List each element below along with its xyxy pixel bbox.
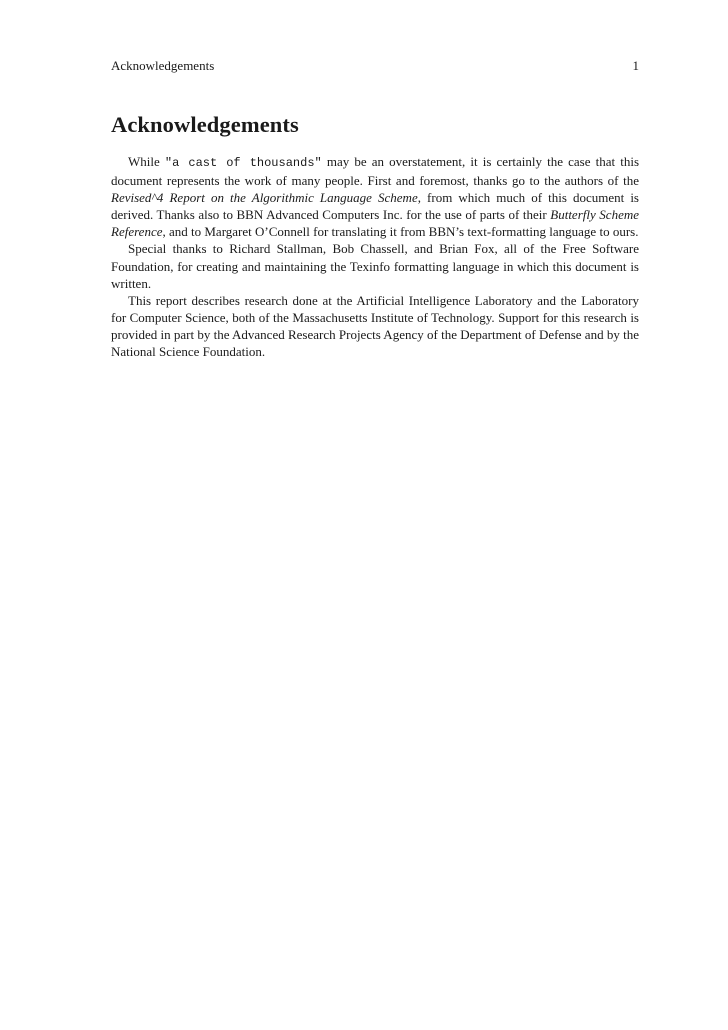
running-header (111, 58, 639, 74)
chapter-title: Acknowledgements (111, 112, 299, 137)
cited-title-butterfly-reference: Butterfly Scheme Reference (111, 207, 639, 240)
running-title: Acknowledgements (111, 58, 215, 73)
paragraph-thanks-authors (111, 153, 639, 240)
paragraph-special-thanks: Special thanks to Richard Stallman, Bob Chassell, and Brian Fox, all of the Free Software Foundation, for creating and maintaining the Texinfo formatting language in which this document is written. (111, 241, 639, 291)
text-segment: may be an overstatement, it is certainly the case that this document represents the work of many people. First and foremost, thanks go to the authors of the (111, 154, 639, 189)
text-segment: , and to Margaret O’Connell for translating it from BBN’s text-formatting language to ours. (162, 224, 639, 240)
quoted-phrase: "a cast of thousands" (164, 156, 322, 170)
page-number: 1 (632, 58, 639, 73)
paragraph-research-support: This report describes research done at the Artificial Intelligence Laboratory and the Laboratory for Computer Science, both of the Massachusetts Institute of Technology. Support for this research is provided in part by the Advanced Research Projects Agency of the Department of Defense and by the National Science Foundation. (111, 292, 639, 360)
text-segment: , from which much of this document is derived. Thanks also to BBN Advanced Computers Inc. for the use of parts of their (111, 190, 639, 223)
cited-title-revised-report: Revised^4 Report on the Algorithmic Language Scheme (111, 190, 418, 206)
body-text (111, 153, 639, 360)
text-segment: While (128, 154, 165, 169)
